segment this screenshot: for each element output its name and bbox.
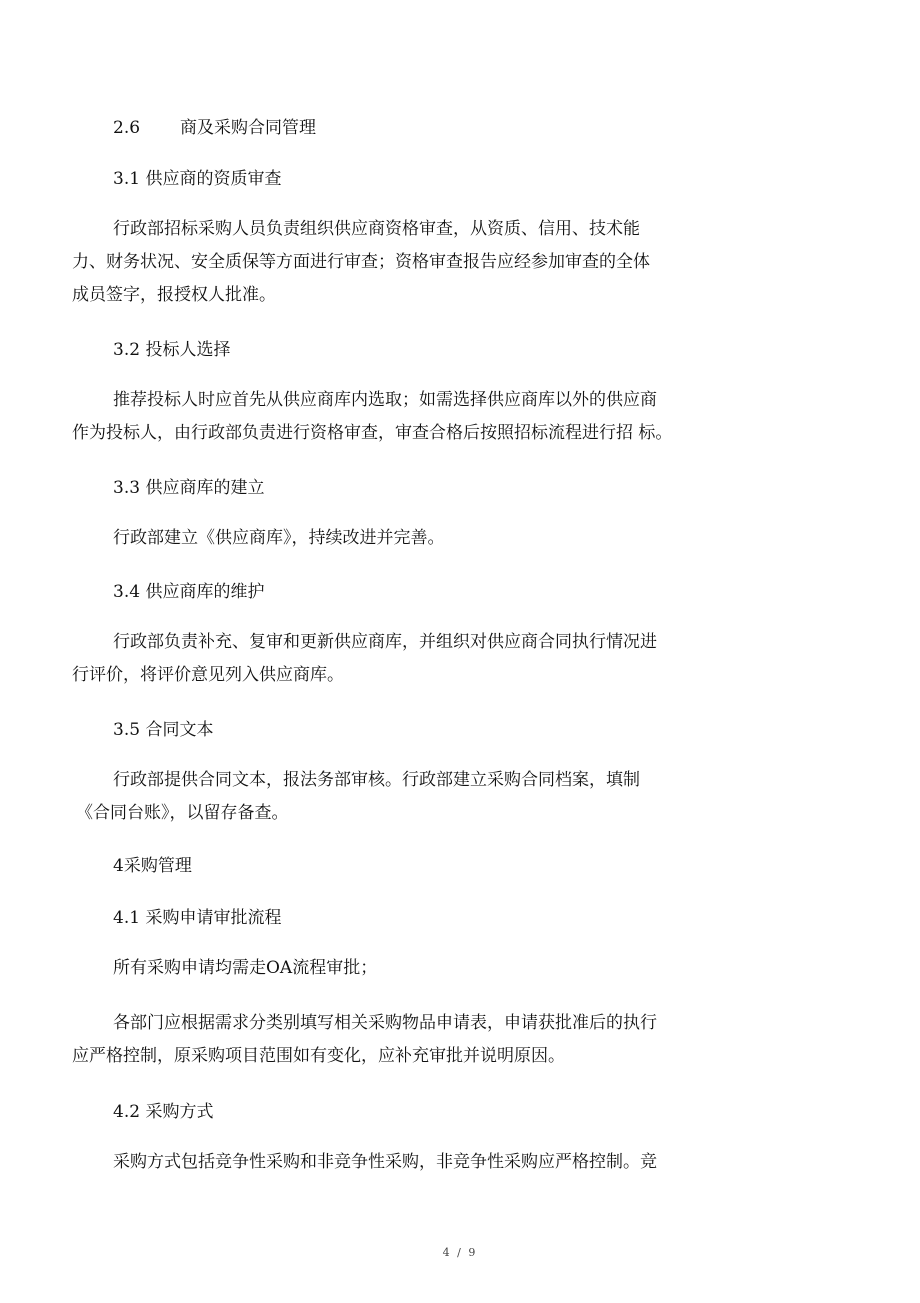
paragraph-line: 行政部招标采购人员负责组织供应商资格审查，从资质、信用、技术能 (113, 219, 640, 239)
paragraph-3-3 (72, 522, 762, 555)
paragraph-3-5 (72, 764, 762, 830)
section-heading-3-5: 3.5 合同文本 (113, 720, 214, 740)
section-number: 2.6 (113, 118, 141, 138)
section-heading-3-1: 3.1 供应商的资质审查 (113, 169, 282, 189)
paragraph-3-1 (72, 213, 762, 312)
paragraph-line: 作为投标人，由行政部负责进行资格审查，审查合格后按照招标流程进行招 标。 (72, 423, 673, 443)
paragraph-line: 所有采购申请均需走OA流程审批； (113, 958, 378, 978)
section-title: 商及采购合同管理 (180, 118, 317, 138)
page-number: 4 / 9 (442, 1246, 478, 1259)
section-heading-3-2: 3.2 投标人选择 (113, 340, 231, 360)
paragraph-4-1-a (72, 952, 762, 985)
paragraph-line: 行政部提供合同文本，报法务部审核。行政部建立采购合同档案，填制 (113, 770, 640, 790)
paragraph-line: 行评价，将评价意见列入供应商库。 (72, 665, 344, 685)
paragraph-line: 行政部建立《供应商库》，持续改进并完善。 (113, 528, 445, 548)
section-heading-4-2: 4.2 采购方式 (113, 1102, 214, 1122)
paragraph-line: 推荐投标人时应首先从供应商库内选取；如需选择供应商库以外的供应商 (113, 390, 657, 410)
paragraph-line: 采购方式包括竞争性采购和非竞争性采购，非竞争性采购应严格控制。竞 (113, 1152, 657, 1172)
section-heading-2-6 (113, 117, 316, 139)
section-heading-4: 4采购管理 (113, 856, 192, 876)
paragraph-line: 力、财务状况、安全质保等方面进行审查；资格审查报告应经参加审查的全体 (72, 252, 650, 272)
paragraph-line: 应严格控制，原采购项目范围如有变化，应补充审批并说明原因。 (72, 1046, 565, 1066)
paragraph-3-4 (72, 626, 762, 692)
paragraph-3-2 (72, 384, 762, 450)
paragraph-line: 行政部负责补充、复审和更新供应商库，并组织对供应商合同执行情况进 (113, 632, 657, 652)
paragraph-line: 《合同台账》，以留存备查。 (76, 803, 289, 823)
section-heading-3-4: 3.4 供应商库的维护 (113, 582, 265, 602)
paragraph-line: 成员签字，报授权人批准。 (72, 285, 276, 305)
section-heading-3-3: 3.3 供应商库的建立 (113, 478, 265, 498)
paragraph-line: 各部门应根据需求分类别填写相关采购物品申请表，申请获批准后的执行 (113, 1013, 657, 1033)
paragraph-4-2 (72, 1146, 762, 1179)
section-heading-4-1: 4.1 采购申请审批流程 (113, 908, 282, 928)
paragraph-4-1-b (72, 1007, 762, 1073)
